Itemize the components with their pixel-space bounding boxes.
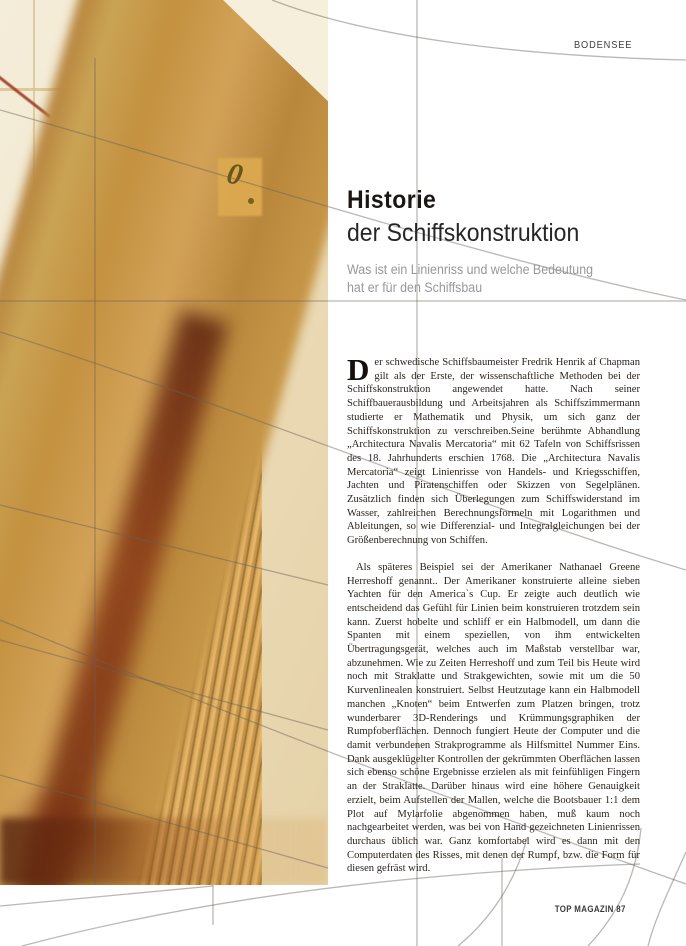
drop-cap: D [347,352,370,387]
paragraph-text: Als späteres Beispiel sei der Amerikaner Nathanael Greene Herreshoff genannt.. Der Amerikaner konstruierte alleine sieben Yachten für den America`s Cup. Er zeigte auch deutlich wie entscheidend das Gefühl für Linien beim konstruieren trotzdem sein kann. Zuerst hobelte und schliff er ein Halbmodell, um dann die Spanten mit einem speziellen, von ihm entwickelten Übertragungsgerät, welches auch im Maßstab verstellbar war, abzunehmen. Wie zu Zeiten Herreshoff und zum Teil bis Heute wird noch mit Straklatte und Strakgewichten, sowie mit um die 50 Kurvenlinealen konstruiert. Selbst Heutzutage kann ein Halbmodell manchen „Knoten“ beim Entwerfen zum Platzen bringen, trotz wunderbarer 3D-Renderings und Krümmungsgraphiken der Rumpfoberflächen. Dennoch fungiert Heute der Computer und die damit verbundenen Strakprogramme als Hilfsmittel Nummer Eins. Dank ausgeklügelter Kontrollen der gekrümmten Oberflächen lassen sich ebenso schöne Ergebnisse erzielen als mit feinfühligen Fingern an der Straklatte. Darüber hinaus wird eine höhere Genauigkeit erzielt, beim Aufstellen der Mallen, welche die Bootsbauer 1:1 dem Plot auf Mylarfolie abgenommen haben, muß kaum noch nachgearbeitet werden, was bei von Hand gezeichneten Linienrissen durchaus üblich war. Ganz komfortabel wird es dann mit den Computerdaten des Risses, mit denen der Rumpf, bzw. die Form für diesen gefräst wird. [347,561,640,875]
article-dek [347,261,667,297]
plank-marking-dot [248,198,254,204]
article-title-block [347,184,667,297]
article-dek-line1: Was ist ein Linienriss und welche Bedeutung [347,262,594,277]
article-title-row [347,184,667,217]
plank-number-marking: 0 [224,156,246,193]
article-title-continued: der Schiffskonstruktion [347,219,580,247]
paragraph-text: er schwedische Schiffsbaumeister Fredrik Henrik af Chapman gilt als der Erste, der wissenschaftliche Methoden bei der Schiffskonstruktion angewendet hatte. Nach seiner Schiffbauerausbildung und Arbeitsjahren als Schiffszimmermann studierte er Mathematik und Physik, um sich ganz der Schiffskonstruktion zu verschreiben.Seine berühmte Abhandlung „Architectura Navalis Mercatoria“ mit 62 Tafeln von Schiffsrissen des 18. Jahrhunderts erschien 1768. Die „Architectura Navalis Mercatoria“ zeigt Linienrisse von Handels- und Kriegsschiffen, Jachten und Piratenschiffen oder Skizzen von Segelplänen. Zusätzlich finden sich Überlegungen zum Schiffswiderstand im Wasser, zahlreichen Berechnungsformeln mit Logarithmen und Ableitungen, so wie Differenzial- und Integralgleichungen bei der Größenberechnung von Schiffen. [347,357,640,547]
article-dek-row [347,261,667,279]
article-body [347,352,640,876]
section-kicker [566,39,632,51]
folio-label: TOP MAGAZIN 87 [554,904,626,914]
page-folio [545,904,626,914]
article-title-row2 [347,217,667,250]
red-pencil-line [0,70,51,118]
article-dek-line2: hat er für den Schiffsbau [347,280,483,295]
article-dek-row [347,279,667,297]
photo-bottom-shadow [0,818,328,885]
article-title: Historie [347,186,437,214]
paragraph [347,352,640,548]
boatyard-photo [0,0,328,885]
paragraph [347,561,640,876]
kicker-label: BODENSEE [573,39,632,51]
